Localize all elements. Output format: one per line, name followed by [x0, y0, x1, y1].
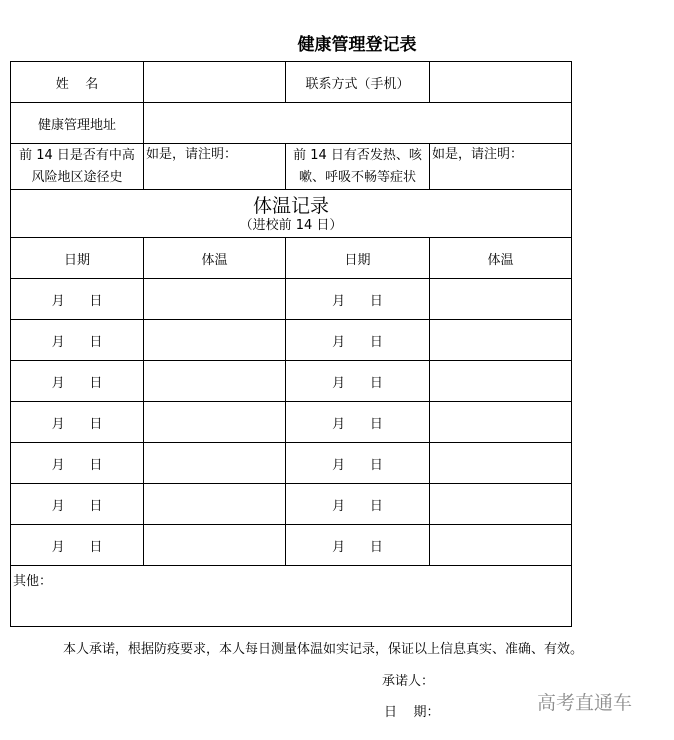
pledge-statement: 本人承诺，根据防疫要求，本人每日测量体温如实记录，保证以上信息真实、准确、有效。: [63, 642, 584, 657]
travel-history-note-field[interactable]: 如是，请注明：: [144, 144, 286, 190]
right-date-cell: 月 日: [286, 402, 430, 443]
left-date-cell: 月 日: [11, 320, 144, 361]
temperature-section-subtitle: （进校前 14 日）: [239, 217, 343, 233]
name-field[interactable]: [144, 62, 286, 103]
form-title: 健康管理登记表: [297, 35, 417, 55]
column-header-date: 日期: [11, 238, 144, 279]
name-label: 姓 名: [11, 62, 144, 103]
column-header-temperature: 体温: [430, 238, 572, 279]
right-temperature-field[interactable]: [430, 443, 572, 484]
left-temperature-field[interactable]: [144, 484, 286, 525]
right-date-cell: 月 日: [286, 279, 430, 320]
left-temperature-field[interactable]: [144, 443, 286, 484]
right-temperature-field[interactable]: [430, 279, 572, 320]
watermark: 高考直通车: [537, 692, 633, 714]
temperature-section-header: [11, 190, 572, 238]
temperature-row: [11, 525, 572, 566]
temperature-rows: [11, 279, 572, 566]
temperature-row: [11, 443, 572, 484]
temperature-row: [11, 402, 572, 443]
symptom-note-field[interactable]: 如是，请注明：: [430, 144, 572, 190]
left-temperature-field[interactable]: [144, 320, 286, 361]
left-temperature-field[interactable]: [144, 402, 286, 443]
left-date-cell: 月 日: [11, 402, 144, 443]
right-temperature-field[interactable]: [430, 361, 572, 402]
temperature-row: [11, 279, 572, 320]
phone-field[interactable]: [430, 62, 572, 103]
left-temperature-field[interactable]: [144, 279, 286, 320]
right-date-cell: 月 日: [286, 320, 430, 361]
phone-label: 联系方式（手机）: [286, 62, 430, 103]
address-field[interactable]: [144, 103, 572, 144]
right-temperature-field[interactable]: [430, 484, 572, 525]
temperature-row: [11, 484, 572, 525]
temperature-column-headers: [11, 238, 572, 279]
left-date-cell: 月 日: [11, 361, 144, 402]
left-date-cell: 月 日: [11, 443, 144, 484]
left-date-cell: 月 日: [11, 279, 144, 320]
symptom-line2: 嗽、呼吸不畅等症状: [298, 169, 416, 185]
symptom-line1: 前 14 日有否发热、咳: [293, 147, 422, 163]
other-field[interactable]: 其他：: [11, 566, 572, 627]
left-temperature-field[interactable]: [144, 361, 286, 402]
right-temperature-field[interactable]: [430, 525, 572, 566]
symptom-question: [286, 144, 430, 190]
left-date-cell: 月 日: [11, 484, 144, 525]
temperature-section-title: 体温记录: [252, 194, 329, 217]
temperature-row: [11, 320, 572, 361]
right-date-cell: 月 日: [286, 484, 430, 525]
sign-date-label: 日 期：: [384, 705, 440, 720]
right-temperature-field[interactable]: [430, 402, 572, 443]
travel-history-line2: 风险地区途径史: [31, 169, 123, 185]
temperature-row: [11, 361, 572, 402]
left-date-cell: 月 日: [11, 525, 144, 566]
right-date-cell: 月 日: [286, 443, 430, 484]
name-phone-row: [11, 62, 572, 103]
history-row: [11, 144, 572, 190]
travel-history-question: [11, 144, 144, 190]
right-date-cell: 月 日: [286, 361, 430, 402]
address-row: [11, 103, 572, 144]
health-registration-table: [10, 61, 572, 627]
signer-label: 承诺人：: [382, 674, 435, 689]
column-header-date: 日期: [286, 238, 430, 279]
left-temperature-field[interactable]: [144, 525, 286, 566]
address-label: 健康管理地址: [11, 103, 144, 144]
other-row: [11, 566, 572, 627]
travel-history-line1: 前 14 日是否有中高: [19, 147, 135, 163]
column-header-temperature: 体温: [144, 238, 286, 279]
right-date-cell: 月 日: [286, 525, 430, 566]
right-temperature-field[interactable]: [430, 320, 572, 361]
